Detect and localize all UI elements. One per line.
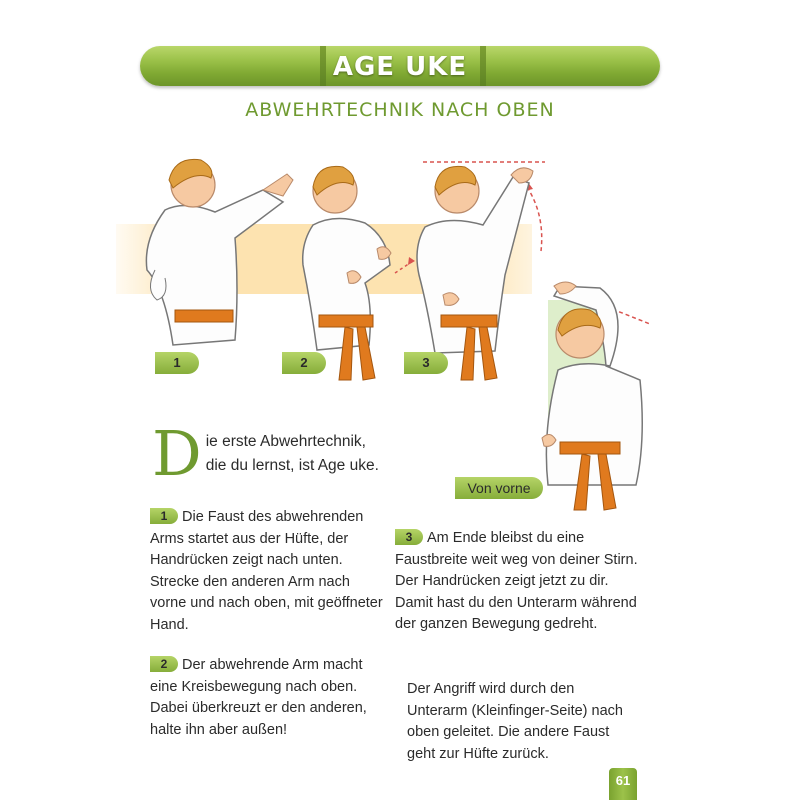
instruction-1-number: 1 (150, 508, 178, 524)
karate-figure-step-3 (405, 155, 550, 385)
page-subtitle: ABWEHRTECHNIK NACH OBEN (245, 99, 555, 121)
step-tag-3: 3 (404, 352, 448, 374)
instruction-2-text: Der abwehrende Arm macht eine Kreisbewegung nach oben. Dabei überkreuzt er den anderen, halte ihn aber außen! (150, 657, 367, 738)
karate-figure-step-1 (135, 150, 295, 375)
intro-line-1: ie erste Abwehrtechnik, (205, 433, 366, 450)
instruction-1-text: Die Faust des abwehrenden Arms startet aus der Hüfte, der Handrücken zeigt nach unten. Strecke den anderen Arm nach vorne und nach oben, mit geöffneter Hand. (150, 509, 383, 633)
title-banner (140, 46, 660, 86)
instruction-2-number: 2 (150, 656, 178, 672)
front-view-label: Von vorne (455, 477, 543, 499)
instruction-4-text: Der Angriff wird durch den Unterarm (Kleinfinger-Seite) nach oben geleitet. Die andere Faust geht zur Hüfte zurück. (407, 681, 623, 762)
page-number: 61 (609, 768, 637, 800)
instruction-3-text: Am Ende bleibst du eine Faustbreite weit weg von deiner Stirn. Der Handrücken zeigt jetzt zu dir. Damit hast du den Unterarm während der ganzen Bewegung gedreht. (395, 530, 638, 632)
intro-text (152, 417, 402, 490)
instruction-3-number: 3 (395, 529, 423, 545)
karate-figure-step-2 (295, 155, 415, 385)
intro-line-2: die du lernst, ist Age uke. (205, 457, 379, 474)
instruction-4 (407, 679, 637, 765)
step-tag-1: 1 (155, 352, 199, 374)
instruction-3 (395, 528, 640, 636)
instruction-2 (150, 655, 385, 741)
karate-figure-front-view (540, 270, 660, 515)
page-title: AGE UKE (332, 52, 468, 82)
instruction-1 (150, 507, 390, 636)
step-tag-2: 2 (282, 352, 326, 374)
drop-cap: D (152, 417, 202, 490)
